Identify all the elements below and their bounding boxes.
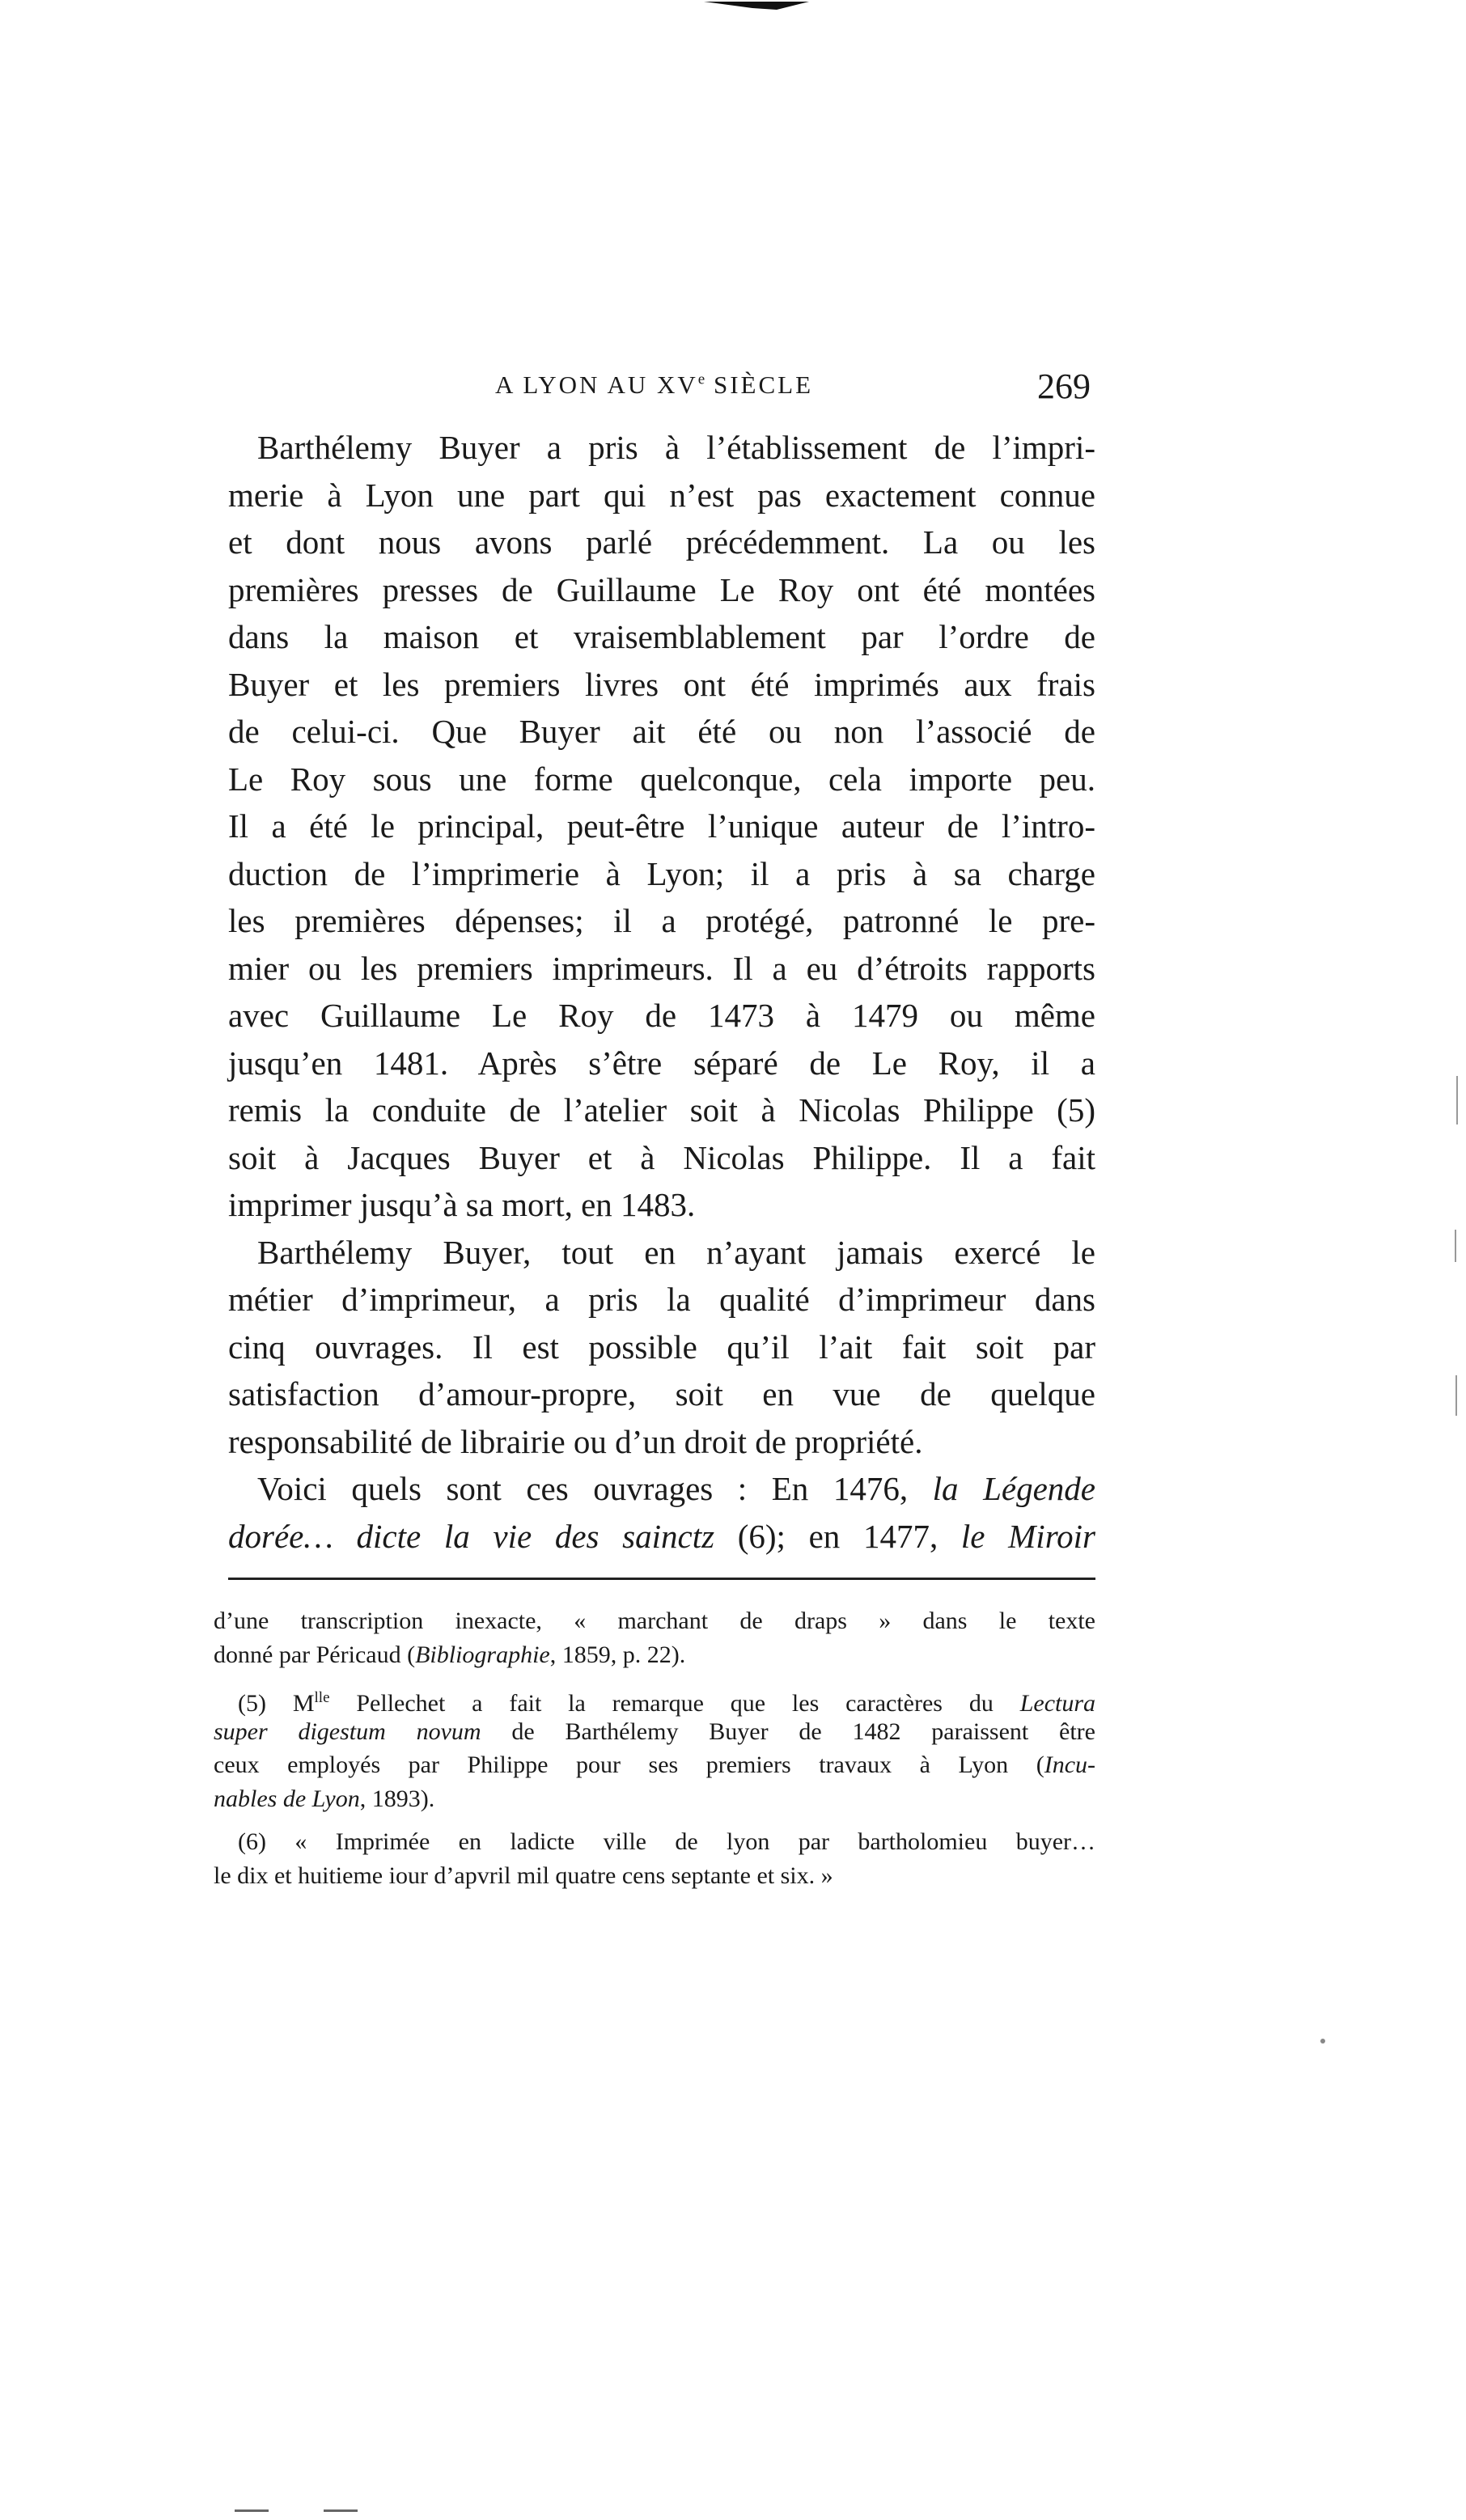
footnote-text: Pellechet a fait la remarque que les caractères du [329, 1690, 1020, 1717]
footnote-superscript: lle [314, 1689, 330, 1706]
body-line: remis la conduite de l’atelier soit à Nicolas Philippe (5) [228, 1091, 1095, 1129]
running-title [495, 371, 813, 400]
running-title-tail: SIÈCLE [705, 371, 814, 399]
footnote-text: , 1859, p. 22). [549, 1641, 686, 1668]
footnote-italic: super digestum novum [214, 1717, 481, 1745]
title-italic: la Légende [932, 1470, 1095, 1507]
body-line: Buyer et les premiers livres ont été imprimés aux frais [228, 665, 1095, 703]
scan-edge-mark [1455, 1375, 1457, 1416]
body-line: et dont nous avons parlé précédemment. La ou les [228, 523, 1095, 561]
footnote-italic: nables de Lyon [214, 1785, 360, 1812]
page-number: 269 [1037, 366, 1091, 406]
body-line: premières presses de Guillaume Le Roy ont été montées [228, 570, 1095, 608]
body-line: de celui-ci. Que Buyer ait été ou non l’associé de [228, 713, 1095, 750]
body-text: Voici quels sont ces ouvrages : En 1476, [257, 1470, 933, 1507]
scan-bottom-marks [235, 2509, 364, 2513]
body-line: imprimer jusqu’à sa mort, en 1483. [228, 1186, 696, 1223]
body-line: avec Guillaume Le Roy de 1473 à 1479 ou même [228, 997, 1095, 1034]
footnote-text: donné par Péricaud ( [214, 1641, 416, 1668]
body-line: responsabilité de librairie ou d’un droit de propriété. [228, 1422, 923, 1460]
body-line: Barthélemy Buyer, tout en n’ayant jamais exercé le [257, 1233, 1095, 1271]
scan-edge-mark [1455, 1230, 1456, 1262]
footnote-line [214, 1748, 1095, 1782]
body-line: jusqu’en 1481. Après s’être séparé de Le Roy, il a [228, 1044, 1095, 1082]
title-italic: le Miroir [960, 1517, 1095, 1555]
body-line: Il a été le principal, peut-être l’unique auteur de l’intro- [228, 807, 1095, 845]
scan-dash-mark [324, 2509, 358, 2512]
body-line: mier ou les premiers imprimeurs. Il a eu d’étroits rapports [228, 949, 1095, 987]
title-italic: dorée… dicte la vie des sainctz [228, 1517, 715, 1555]
body-line: les premières dépenses; il a protégé, patronné le pre- [228, 902, 1095, 939]
body-line: cinq ouvrages. Il est possible qu’il l’ait fait soit par [228, 1328, 1095, 1366]
body-line: soit à Jacques Buyer et à Nicolas Philippe. Il a fait [228, 1138, 1095, 1176]
body-line: merie à Lyon une part qui n’est pas exactement connue [228, 476, 1095, 514]
body-line: Le Roy sous une forme quelconque, cela importe peu. [228, 760, 1095, 798]
running-title-superscript: e [697, 371, 705, 388]
body-line [228, 1465, 1095, 1513]
footnote-line: d’une transcription inexacte, « marchant de draps » dans le texte [214, 1607, 1095, 1634]
body-line: métier d’imprimeur, a pris la qualité d’imprimeur dans [228, 1281, 1095, 1318]
running-title-main: A LYON AU XV [495, 371, 698, 399]
footnote-italic: Lectura [1019, 1690, 1096, 1717]
body-line [228, 1513, 1095, 1561]
footnote-line [214, 1715, 1095, 1749]
footnote-line [214, 1681, 1095, 1715]
footnote-rule [228, 1578, 1095, 1580]
scan-speck [1320, 2039, 1325, 2044]
body-line: dans la maison et vraisemblablement par l’ordre de [228, 618, 1095, 655]
footnote-gap [214, 1815, 1095, 1825]
footnote-text: , 1893). [359, 1785, 435, 1812]
scan-edge-mark [1456, 1076, 1458, 1124]
footnote-line [214, 1782, 1095, 1816]
body-text: (6); en 1477, [714, 1517, 961, 1555]
scan-ink-mark [704, 0, 809, 10]
footnote-italic: Bibliographie [415, 1641, 550, 1668]
footnote-text: de Barthélemy Buyer de 1482 paraissent être [481, 1717, 1095, 1745]
footnote-text: (5) M [238, 1690, 315, 1717]
scan-dash-mark [235, 2509, 269, 2512]
body-line: satisfaction d’amour-propre, soit en vue de quelque [228, 1375, 1095, 1412]
body-line: duction de l’imprimerie à Lyon; il a pris à sa charge [228, 854, 1095, 892]
body-line: Barthélemy Buyer a pris à l’établissement de l’impri- [257, 429, 1095, 466]
footnotes [214, 1604, 1095, 1892]
footnote-italic: Incu- [1044, 1751, 1095, 1778]
footnote-line: le dix et huitieme iour d’apvril mil quatre cens septante et six. » [214, 1861, 833, 1889]
main-text [228, 424, 1095, 1560]
running-header [228, 366, 1095, 414]
footnote-gap [214, 1671, 1095, 1681]
footnote-line: (6) « Imprimée en ladicte ville de lyon par bartholomieu buyer… [238, 1828, 1095, 1855]
footnote-text: ceux employés par Philippe pour ses premiers travaux à Lyon ( [214, 1751, 1044, 1778]
footnote-line [214, 1638, 1095, 1672]
